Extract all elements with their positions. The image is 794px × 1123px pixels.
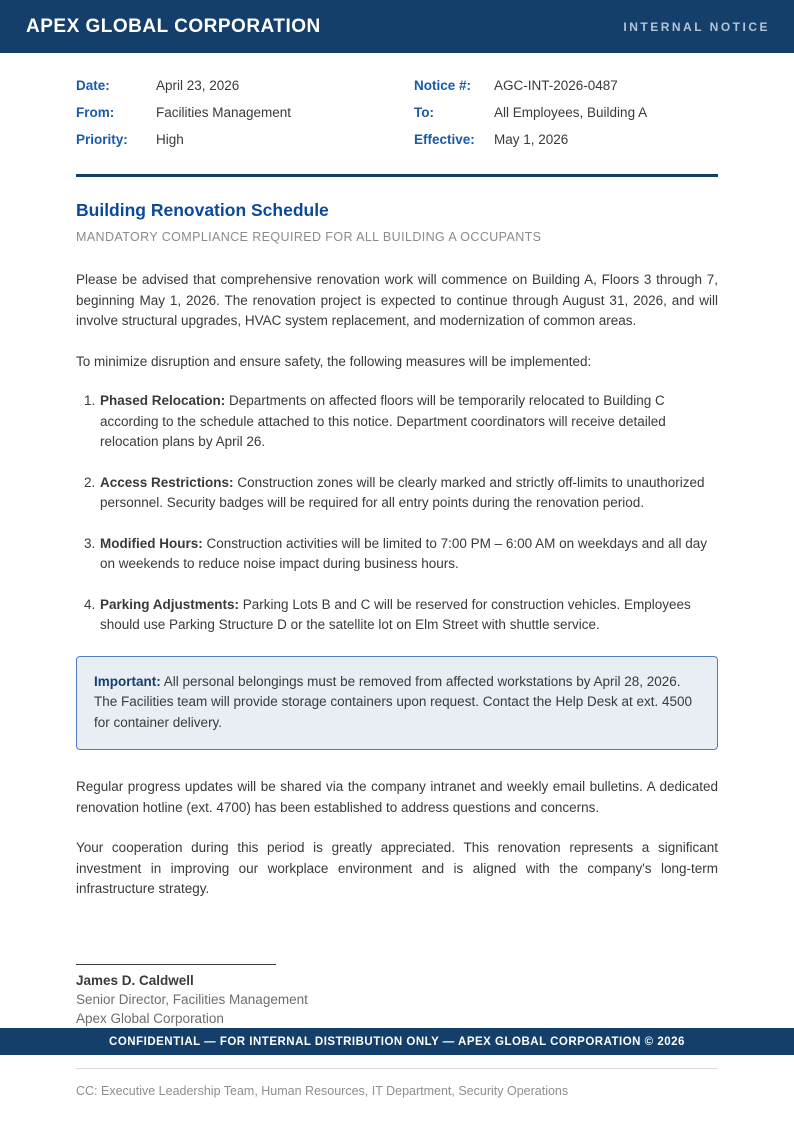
list-item-text: Construction activities will be limited to 7:00 PM – 6:00 AM on weekdays and all day on weekends to reduce noise impact during business hours.	[100, 535, 708, 571]
meta-row-effective	[414, 132, 718, 159]
internal-notice-tag: INTERNAL NOTICE	[623, 19, 770, 34]
list-item-access-restrictions	[100, 473, 718, 514]
meta-label-notice-number: Notice #:	[414, 78, 472, 93]
meta-value-date: April 23, 2026	[156, 78, 240, 93]
list-item-modified-hours	[100, 534, 718, 575]
meta-row-notice-number	[414, 78, 718, 105]
important-callout-box	[76, 656, 718, 751]
list-item-text: Parking Lots B and C will be reserved for construction vehicles. Employees should use Parking Structure D or the satellite lot on Elm Street with shuttle service.	[100, 596, 691, 632]
list-item-parking-adjustments	[100, 595, 718, 636]
meta-row-to	[414, 105, 718, 132]
list-item-label: Modified Hours:	[100, 535, 203, 551]
list-item-text: Departments on affected floors will be temporarily relocated to Building C according to the schedule attached to this notice. Department coordinators will receive detailed relocation plans by April 26.	[100, 393, 666, 449]
meta-value-notice-number: AGC-INT-2026-0487	[494, 78, 618, 93]
footer-bar	[0, 1028, 794, 1055]
metadata-left-column	[76, 78, 414, 159]
page-subtitle: MANDATORY COMPLIANCE REQUIRED FOR ALL BUILDING A OCCUPANTS	[76, 230, 542, 244]
list-item-text: Construction zones will be clearly marked and strictly off-limits to unauthorized personnel. Security badges will be required for all entry points during the renovation period.	[100, 474, 705, 510]
list-item-phased-relocation	[100, 391, 718, 453]
metadata-grid	[76, 78, 718, 159]
measures-list	[76, 391, 718, 636]
meta-label-from: From:	[76, 105, 115, 120]
header-divider-rule	[76, 174, 718, 177]
list-item-label: Access Restrictions:	[100, 474, 234, 490]
meta-label-effective: Effective:	[414, 132, 475, 147]
metadata-right-column	[414, 78, 718, 159]
meta-value-effective: May 1, 2026	[494, 132, 569, 147]
callout-label: Important:	[94, 673, 161, 689]
list-item-label: Phased Relocation:	[100, 393, 226, 408]
meta-row-from	[76, 105, 414, 132]
measures-lead-paragraph: To minimize disruption and ensure safety, the following measures will be implemented:	[76, 353, 592, 369]
signature-line	[76, 964, 276, 965]
meta-value-to: All Employees, Building A	[494, 105, 648, 120]
closing-paragraph: Your cooperation during this period is greatly appreciated. This renovation represents a significant investment in improving our workplace environment and is aligned with the company's long-term infrastructure strategy.	[76, 840, 718, 896]
cc-line: CC: Executive Leadership Team, Human Resources, IT Department, Security Operations	[76, 1083, 569, 1098]
document-body	[76, 78, 718, 1098]
meta-value-priority: High	[156, 132, 184, 147]
page-title: Building Renovation Schedule	[76, 200, 329, 220]
signer-role: Senior Director, Facilities Management	[76, 991, 308, 1007]
signer-name: James D. Caldwell	[76, 972, 194, 988]
cc-divider	[76, 1068, 718, 1069]
signer-company: Apex Global Corporation	[76, 1010, 224, 1026]
meta-label-to: To:	[414, 105, 434, 120]
callout-text: All personal belongings must be removed from affected workstations by April 28, 2026. The Facilities team will provide storage containers upon request. Contact the Help Desk at ext. 4500 for container delivery.	[94, 673, 693, 730]
intro-paragraph: Please be advised that comprehensive renovation work will commence on Building A, Floors 3 through 7, beginning May 1, 2026. The renovation project is expected to continue through August 31, 2026, and will involve structural upgrades, HVAC system replacement, and modernization of common areas.	[76, 272, 718, 328]
meta-label-priority: Priority:	[76, 132, 128, 147]
meta-value-from: Facilities Management	[156, 105, 292, 120]
signature-block	[76, 964, 718, 1028]
meta-row-priority	[76, 132, 414, 159]
company-name: APEX GLOBAL CORPORATION	[26, 15, 321, 37]
list-item-label: Parking Adjustments:	[100, 596, 240, 612]
confidentiality-notice: CONFIDENTIAL — FOR INTERNAL DISTRIBUTION ONLY — APEX GLOBAL CORPORATION © 2026	[109, 1035, 685, 1048]
meta-row-date	[76, 78, 414, 105]
header-bar	[0, 0, 794, 53]
meta-label-date: Date:	[76, 78, 110, 93]
updates-paragraph: Regular progress updates will be shared via the company intranet and weekly email bulletins. A dedicated renovation hotline (ext. 4700) has been established to address questions and concerns.	[76, 779, 718, 815]
